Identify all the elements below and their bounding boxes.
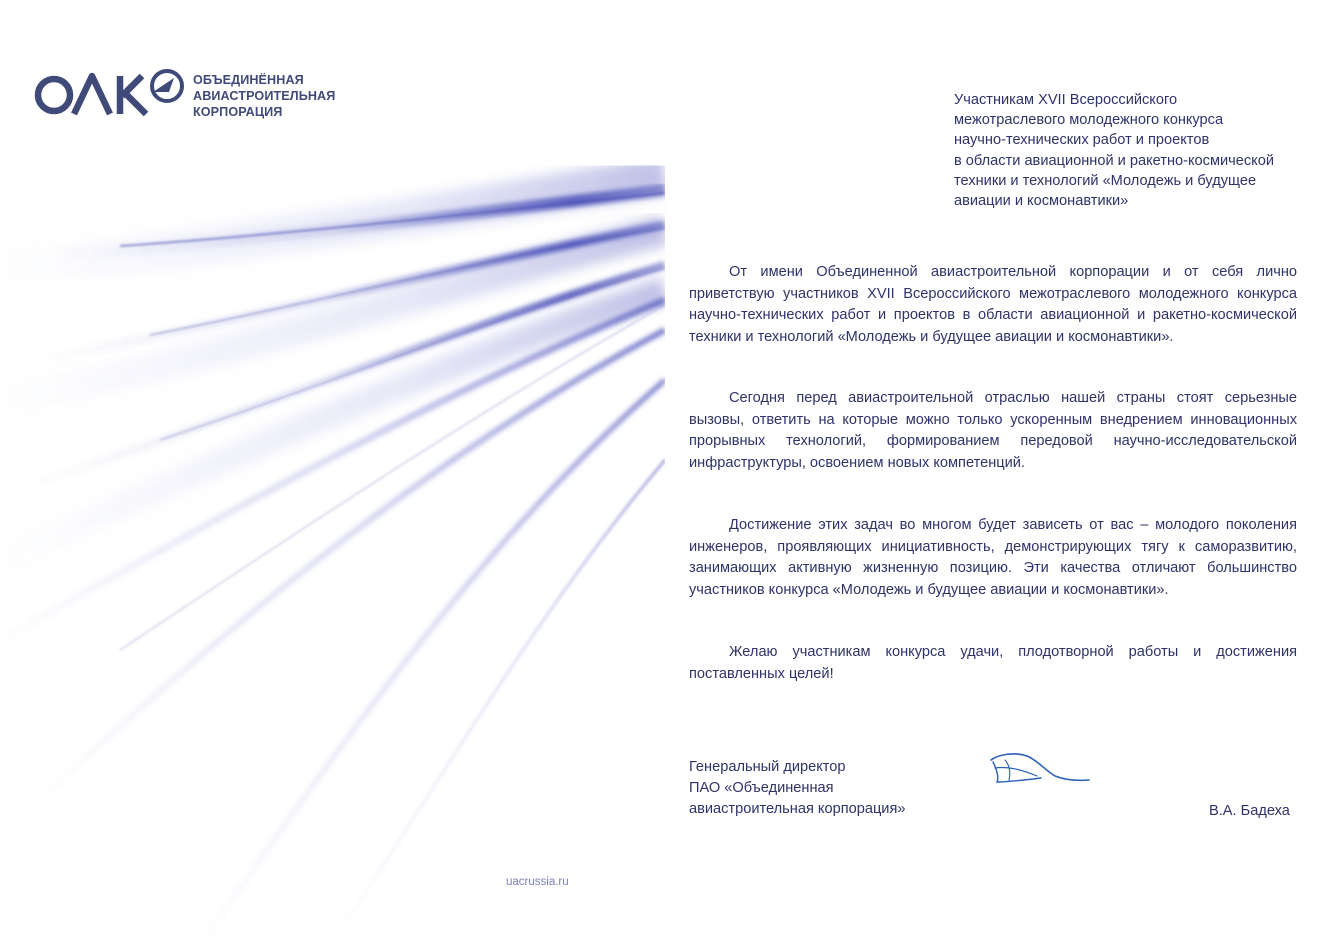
letter-paragraph: Сегодня перед авиастроительной отраслью нашей страны стоят серьезные вызовы, ответить на которые можно только ускоренным внедрением инновационных прорывных технологий, формированием передовой научно-исследовательской инфраструктуры, освоением новых компетенций. [689, 390, 1297, 471]
logo-name-line: АВИАСТРОИТЕЛЬНАЯ [193, 89, 336, 103]
addressee-line: Участникам XVII Всероссийского [954, 92, 1178, 108]
decorative-light-rays [0, 0, 665, 945]
addressee-block [954, 90, 1314, 211]
addressee-line: техники и технологий «Молодежь и будущее [954, 172, 1257, 189]
addressee-line: межотраслевого молодежного конкурса [954, 112, 1224, 129]
letter-paragraph: Достижение этих задач во многом будет зависеть от вас – молодого поколения инженеров, проявляющих инициативность, демонстрирующих тягу к саморазвитию, занимающих активную жизненную позицию. Эти качества отличают большинство участников конкурса «Молодежь и будущее авиации и космонавтики». [689, 517, 1297, 598]
website-link[interactable]: uacrussia.ru [506, 876, 569, 888]
company-logo [34, 68, 334, 124]
signer-name: В.А. Бадеха [1209, 803, 1290, 819]
addressee-line: в области авиационной и ракетно-космической [954, 152, 1274, 169]
signer-title-line: ПАО «Объединенная [689, 780, 834, 796]
handwritten-signature [985, 748, 1095, 798]
logo-name-line: КОРПОРАЦИЯ [193, 105, 283, 119]
letter-paragraph: От имени Объединенной авиастроительной корпорации и от себя лично приветствую участников XVII Всероссийского межотраслевого молодежного конкурса научно-технических работ и проектов в области авиационной и ракетно-космической техники и технологий «Молодежь и будущее авиации и космонавтики». [689, 264, 1297, 345]
signer-title-line: авиастроительная корпорация» [689, 801, 906, 817]
addressee-line: авиации и космонавтики» [954, 193, 1129, 210]
signer-title [689, 757, 905, 820]
oak-logo-mark-icon [34, 68, 186, 120]
signer-title-line: Генеральный директор [689, 759, 846, 775]
ray [200, 380, 665, 945]
ray [330, 460, 665, 945]
logo-name-line: ОБЪЕДИНЁННАЯ [193, 73, 304, 87]
letter-paragraph: Желаю участникам конкурса удачи, плодотворной работы и достижения поставленных целей! [689, 644, 1297, 682]
logo-company-name [193, 72, 335, 120]
addressee-line: научно-технических работ и проектов [954, 132, 1210, 149]
